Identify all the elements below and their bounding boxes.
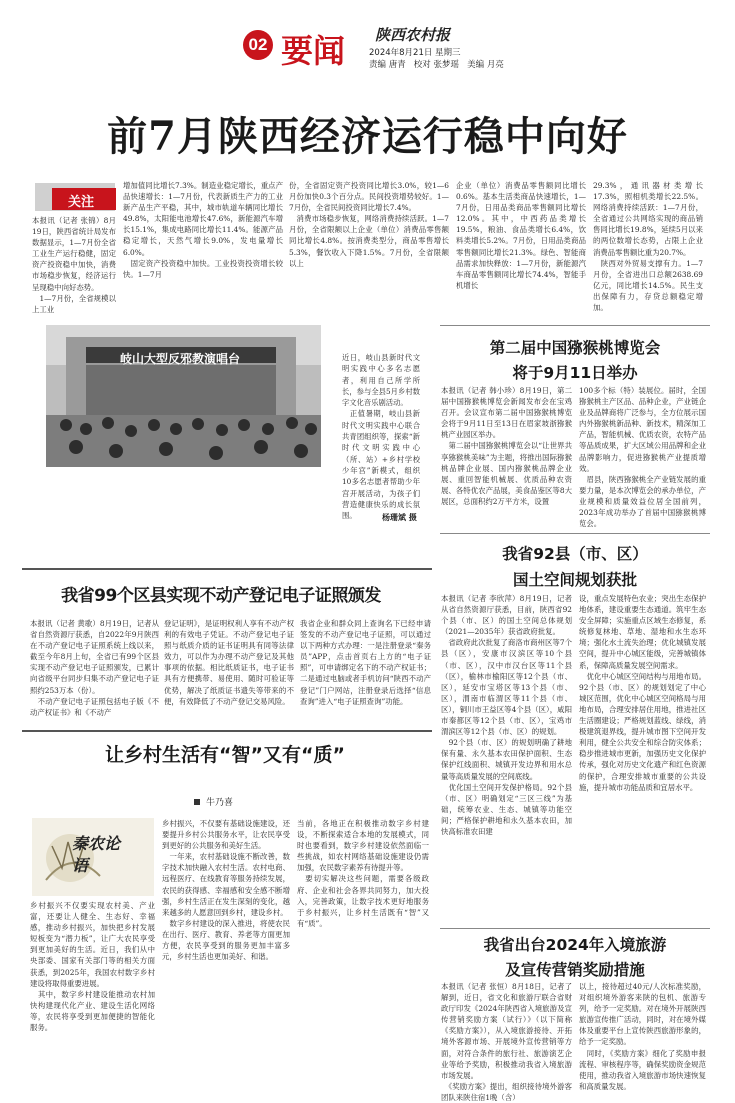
econ-col-2: 增加值同比增长7.3%。制造业稳定增长，重点产品快速增长：1—7月份，代表新质生产力的工业新产品生产平稳，其中，城市轨道车辆同比增长49.8%，太阳能电池增长47.6%，新能源汽车增长15.1%，集成电路同比增长11.4%。能源产品稳定增长，天然气增长9.0%，发电量增长6.0%。 固定资产投资稳中加快。工业投资投资增长较快。1—7月: [123, 181, 283, 279]
rural-col-2: 乡村振兴，不仅要有基础设施建设，还要提升乡村公共服务水平，让农民享受到更好的公共服务和美好生活。 一年来，农村基础设施不断改善，数字技术加快融入农村生活。农村电商、远程医疗、在线教育等服务持续发展，农民的获得感、幸福感和安全感不断增强，乡村生活正在发生深刻的变化，越来越多的人愿意回到乡村，建设乡村。 数字乡村建设的深入推进，将使农民在出行、医疗、教育、养老等方面更加方便，农民享受到的服务更加丰富多元，乡村生活也更加美好、和谐。: [162, 819, 290, 962]
divider: [22, 568, 432, 570]
spatial-col-1: 本报讯（记者 李欣萍）8月19日，记者从省自然资源厅获悉，目前，陕西省92个县（市、区）的国土空间总体规划（2021—2035年）获省政府批复。 省政府此次批复了商洛市商州区等7个县（区），安康市汉滨区等10个县（市、区），汉中市汉台区等11个县（区），榆林市榆阳区等12个县（市、区），延安市宝塔区等13个县（市、区），渭南市临渭区等11个县（市、区），铜川市王益区等4个县（区），咸阳市秦都区等12个县（市、区），宝鸡市渭滨区等12个县（市、区）的规划。 92个县（市、区）的规划明确了耕地保有量、永久基本农田保护面积、生态保护红线面积、城镇开发边界和用水总量等高质量发展的空间底线。 优化国土空间开发保护格局。92个县（市、区）明确划定“三区三线”为基础，统筹农业、生态、城镇等功能空间；严格保护耕地和永久基本农田，加快高标准农田建: [441, 594, 572, 836]
econ-col-5: 29.3%，通讯器材类增长17.3%，照相机类增长22.5%。网络消费持续活跃：1—7月份，全省通过公共网络实现的商品销售同比增长19.8%，延续5月以来的两位数增长态势，占限上企业消费品零售额比重为20.7%。 陕西对外贸易支撑有力。1—7月份，全省进出口总额2638.69亿元，同比增长14.5%。民生支出保障有力，存贷总额稳定增加。: [593, 181, 703, 313]
econ-col-3: 份，全省固定资产投资同比增长3.0%，较1—6月份加快0.3个百分点。民间投资增势较好。1—7月份，全省民间投资同比增长7.4%。 消费市场稳步恢复，网络消费持续活跃。1—7月份，全省限额以上企业（单位）消费品零售额同比增长4.8%。按消费类型分，商品零售增长5.3%，餐饮收入下降1.5%。7月份，全省限额以上: [289, 181, 449, 268]
staff-line: 责编 唐青 校对 张梦瑶 美编 月亮: [369, 60, 504, 70]
realty-col-3: 我省企业和群众同上查询名下已经申请签发的不动产登记电子证照，可以通过以下两种方式办理：一是注册登录“秦务员”APP，点击首页右上方的“电子证照”，可申请绑定名下的不动产权证书；二是通过电脑或者手机访问“陕西不动产登记”门户网站，注册登录后选择“信息查询”进入“电子证照查询”功能。: [300, 619, 431, 706]
econ-col-1: 本报讯（记者 张锦）8月19日，陕西省统计局发布数据显示，1—7月份全省工业生产运行稳健，固定资产投资稳中加快，消费市场稳步恢复，经济运行呈现稳中向好态势。 1—7月份，全省规模以上工业: [32, 216, 116, 314]
photo-credit: 杨珊斌 摄: [382, 513, 417, 522]
realty-col-2: 登记证明》，是证明权利人享有不动产权利的有效电子凭证。不动产登记电子证照与纸质介质的证书证明具有同等法律效力，可以作为办理不动产登记及其他事项的依据。相比纸质证书，电子证书具有方便携带、易使用、随时可验证等优势，解决了纸质证书遗失等带来的不便，有效降低了不动产登记交易风险。: [164, 619, 294, 706]
kiwi-title-2: 将于9月11日举办: [512, 364, 638, 382]
kiwi-col-1: 本报讯（记者 韩小珍）8月19日，第二届中国猕猴桃博览会新闻发布会在宝鸡召开。会议宣布第二届中国猕猴桃博览会将于9月11日至13日在眉家坡浙猕猴桃产业园区举办。 第二届中国猕猴桃博览会以“让世界共享猕猴桃美味”为主题，将推出国际猕猴桃品牌企业展、国内猕猴桃品牌企业展、重回智能机械展、优质品种农资展、各特优农产品展，美食品鉴区等8大展区，总面积约2万平方米，设置: [441, 386, 572, 506]
focus-tag-label: 关注: [68, 195, 95, 210]
tourism-col-2: 以上，接待超过40元/人次标准奖励，对组织境外游客来陕的包机、旅游专列，给予一定奖励。对在境外开展陕西旅游宣传推广活动，同时，对在境外媒体及重要平台上宣传陕西旅游形象的，给予一定奖励。 同时，《奖励方案》细化了奖励申报流程、审核程序等，确保奖励资金规范使用，推动我省入境旅游市场快速恢复和高质量发展。: [579, 982, 706, 1091]
tourism-title-2: 及宣传营销奖励措施: [505, 961, 645, 979]
spatial-title-2: 国土空间规划获批: [512, 571, 637, 589]
divider: [440, 533, 710, 534]
photo-sign: 岐山大型反邪教演唱台: [119, 352, 240, 366]
section-title: 要闻: [281, 32, 346, 70]
divider: [440, 325, 710, 326]
realty-title: 我省99个区县实现不动产登记电子证照颁发: [61, 586, 381, 606]
rural-title: 让乡村生活有“智”又有“质”: [105, 744, 345, 766]
tourism-title-1: 我省出台2024年入境旅游: [483, 936, 667, 954]
kiwi-col-2: 100多个标（特）装展位。届时，全国猕猴桃主产区品、品种企业，产业链企业及品牌商将广泛参与，全方位展示国内外猕猴桃新品种、新技术，精深加工产品，智能机械、优质农资，农特产品等品质成果，扩大区域公用品牌和企业品牌影响力，促进猕猴桃产业提质增效。 眉县，陕西猕猴桃全产业链发展的重要力量，是本次博览会的承办单位，产业规模和质量效益位居全国前列，2023年成功举办了首届中国猕猴桃博览会。: [579, 386, 706, 529]
page-number: 02: [248, 35, 268, 54]
column-name: 秦农论语: [72, 834, 121, 875]
news-photo: [46, 325, 321, 467]
main-headline: 前7月陕西经济运行稳中向好: [107, 113, 628, 160]
photo-caption: 近日，岐山县新时代文明实践中心多名志愿者，利用自己所学所长，参与全县5月乡村数字文化音乐剧活动。 正值暑期，岐山县新时代文明实践中心联合共青团组织等，探索“新时代文明实践中心（所、站）+乡村学校少年宫”新模式，组织10多名志愿者帮助少年宫开展活动，为孩子们营造健康快乐的成长氛围。: [342, 353, 420, 521]
tourism-col-1: 本报讯（记者 张恒）8月18日，记者了解到，近日，省文化和旅游厅联合省财政厅印发《2024年陕西省入境旅游及宣传营销奖励方案（试行）》（以下简称《奖励方案》），从入境旅游接待、开拓境外客源市场、开展境外宣传营销等方面，对符合条件的旅行社、旅游演艺企业等给予奖励，积极推动我省入境旅游市场发展。 《奖励方案》提出，组织接待境外游客团队来陕住宿1晚（含）: [441, 982, 572, 1102]
spatial-title-1: 我省92县（市、区）: [502, 545, 648, 563]
kiwi-title-1: 第二届中国猕猴桃博览会: [489, 339, 661, 357]
econ-col-4: 企业（单位）消费品零售额同比增长0.6%。基本生活类商品快速增长，1—7月份，日用品类商品零售额同比增长12.0%。其中，中西药品类增长19.5%，粮油、食品类增长6.4%，饮料类增长5.2%。7月份，日用品类商品零售额同比增长21.3%。绿色、智能商品需求加快释放：1—7月份，新能源汽车商品零售额同比增长74.4%，智能手机增长: [456, 181, 586, 290]
author-marker: [194, 799, 200, 805]
spatial-col-2: 设，重点发展特色农业；突出生态保护地体系，建设重要生态通道。筑牢生态安全屏障；实施重点区域生态修复，系统修复林地、草地、湿地和水生态环境；强化水土流失治理；优化城镇发展空间，提升中心城区能级，完善城镇体系，保障高质量发展空间需求。 优化中心城区空间结构与用地布局。92个县（市、区）的规划划定了中心城区范围，优化中心城区空间格局与用地布局，合理安排居住用地，推进社区生活圈建设；严格规划蓝线、绿线，消极建筑退界线，提升城市图下空间开发利用，健全公共安全和综合防灾体系；稳步推进城市更新，加强历史文化保护传承，强化对历史文化遗产和红色资源的保护，合理安排城市重要的公共设施，提升城市功能品质和宜居水平。: [579, 594, 706, 792]
issue-date: 2024年8月21日 星期三: [369, 48, 461, 58]
realty-col-1: 本报讯（记者 黄歌）8月19日，记者从省自然资源厅获悉，自2022年9月陕西在不动产登记电子证照系统上线以来，截至今年8月上旬，全省已有99个区县实现不动产登记电子证照颁发，已累计向省级平台同步归集不动产登记电子证照约253万本（份）。 不动产登记电子证照包括电子版《不动产权证书》和《不动产: [30, 619, 159, 717]
rural-author: 牛乃喜: [206, 798, 234, 808]
divider: [22, 730, 432, 732]
rural-col-3: 当前，各地正在积极推动数字乡村建设，不断探索适合本地的发展模式，同时也要看到，数字乡村建设依然面临一些挑战，如农村网络基础设施建设仍需加强，农民数字素养有待提升等。 要切实解决这些问题，需要各级政府、企业和社会各界共同努力，加大投入，完善政策，让数字技术更好地服务于乡村振兴，让乡村生活既有“智”又有“质”。: [297, 819, 429, 928]
paper-name: 陕西农村报: [375, 26, 451, 44]
rural-col-1: 乡村振兴不仅要实现农村美、产业富，还要让人健全、生态好、幸福感，推动乡村振兴，加快把乡村发展短板变为“潜力板”，让广大农民享受到更加美好的生活。近日，我们从中央部委、国家有关部门等的相关方面获悉，到2025年，我国农村数字乡村建设将取得重要进展。 其中，数字乡村建设能推动农村加快构建现代化产业、建设生活化网络等，农民将享受到更加便捷的智能化服务。: [30, 901, 155, 1033]
divider: [440, 928, 710, 929]
